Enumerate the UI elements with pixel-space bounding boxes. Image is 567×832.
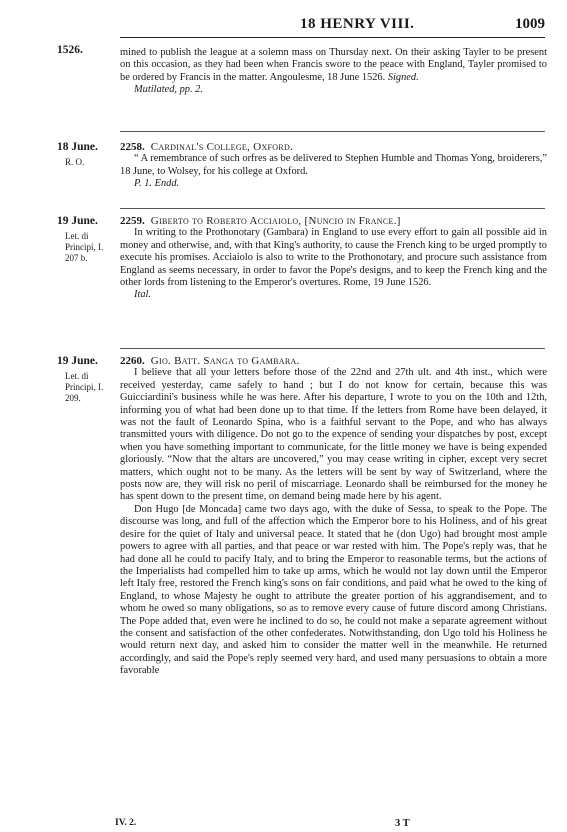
continuation-text: mined to publish the league at a solemn mass on Thursday next. On their asking Tayler to be present on this occasion, as they had been when Francis swore to the peace with England, Tayler promised to be ordered by Francis in the matter. Angoulesme, 18 June 1526. Signed.	[120, 47, 547, 83]
entry-date: 19 June.	[57, 355, 98, 367]
entry-heading	[120, 215, 547, 227]
entry-heading	[120, 141, 547, 153]
entry-title: Giberto to Roberto Acciaiolo, [Nuncio in France.]	[150, 215, 401, 227]
entry-number: 2258.	[120, 141, 145, 153]
entry-source: R. O.	[65, 157, 85, 167]
entry-date: 19 June.	[57, 215, 98, 227]
signed-note: Signed.	[387, 71, 419, 83]
entry-title: Cardinal's College, Oxford.	[150, 141, 294, 153]
continuation-block	[120, 47, 547, 97]
entry-meta: Ital.	[134, 289, 152, 301]
header-rule	[120, 37, 545, 38]
signature-mark: 3 T	[395, 818, 410, 829]
entry-title: Gio. Batt. Sanga to Gambara.	[150, 355, 300, 367]
running-title: 18 HENRY VIII.	[300, 16, 415, 32]
year-marker: 1526.	[57, 44, 83, 56]
entry-paragraph-1: I believe that all your letters before those of the 22nd and 27th ult. and 4th inst., which were received yesterday, came safely to hand ; but I do not know for certain, because this was Guicciardini's business while he was here. After his departure, I wrote to you on the 10th and 12th, informing you of what had been done up to that time. If the letters from Rome have been delayed, it was not the fault of Leonardo Spina, who is a faithful servant to the Pope, and who has always transmitted yours with diligence. Do not go to the expence of sending your dispatches by post, except when you have something important to communicate, for the little money we have is being expended gloriously. “Now that the altars are uncovered,” you may cease writing in cipher, except very secret matters, which ought not to be many. As the letters will be sent by way of Switzerland, where the posts now are, they will risk no peril of miscarriage. Leonardo shall be reimbursed for the money he has spent down to the present time, on demand being made here by his agent.	[120, 367, 547, 503]
entry-text: “ A remembrance of such orfres as be delivered to Stephen Humble and Thomas Yong, broiderers,” 18 June, to Wolsey, for his college at Oxford.	[120, 153, 547, 177]
page-number: 1009	[515, 16, 545, 32]
entry-separator	[120, 348, 545, 349]
entry-source: Let. di Principi, I. 209.	[65, 371, 104, 403]
entry-meta: P. 1. Endd.	[134, 178, 180, 190]
entry-date: 18 June.	[57, 141, 98, 153]
entry-separator	[120, 208, 545, 209]
entry-number: 2260.	[120, 355, 145, 367]
entry-heading	[120, 355, 547, 367]
volume-mark: IV. 2.	[115, 818, 137, 828]
entry-paragraph-2: Don Hugo [de Moncada] came two days ago, with the duke of Sessa, to speak to the Pope. The discourse was long, and full of the affection which the Emperor bore to his Holiness, and of his great desire for the quiet of Italy and universal peace. It stated that he (don Ugo) had brought most ample powers to agree with all parties, and that peace or war rested with him. The Pope's reply was, that he had done all he could to pacify Italy, and to bring the Emperor to reasonable terms, but the actions of the Imperialists had compelled him to take up arms, which he would not lay down until the Emperor left Italy free, restored the French king's sons on fair conditions, and paid what he owed to the king of England, to whose Majesty he ought to attribute the greater portion of his aggrandisement, and to whom he owed so many obligations, so as to remove every cause of future discord among Christians. The Pope added that, even were he inclined to do so, he could not make a separate agreement without the consent and satisfaction of the other confederates. Notwithstanding, don Ugo told his Holiness he would return next day, and asked him to consider the matter well in the meanwhile. He returned accordingly, and said the Pope's reply seemed very hard, and used many persuasions to obtain a more favorable	[120, 503, 547, 677]
continuation-note: Mutilated, pp. 2.	[134, 84, 203, 96]
entry-2260	[120, 355, 547, 678]
entry-source: Let. di Principi, I. 207 b.	[65, 231, 104, 263]
entry-2258	[120, 141, 547, 191]
page-header	[0, 0, 567, 40]
entry-separator	[120, 131, 545, 132]
entry-number: 2259.	[120, 215, 145, 227]
entry-text: In writing to the Prothonotary (Gambara) in England to use every effort to gain all possible aid in money and otherwise, and, with that King's authority, to cause the French king to be urged promptly to execute his promises. Acciaiolo is also to write to the Prothonotary, and procure such assistance from England as seems necessary, in order to favor the Pope's designs, and to keep the French king and the other lords from listening to the Emperor's overtures. Rome, 19 June 1526.	[120, 227, 547, 289]
entry-2259	[120, 215, 547, 302]
